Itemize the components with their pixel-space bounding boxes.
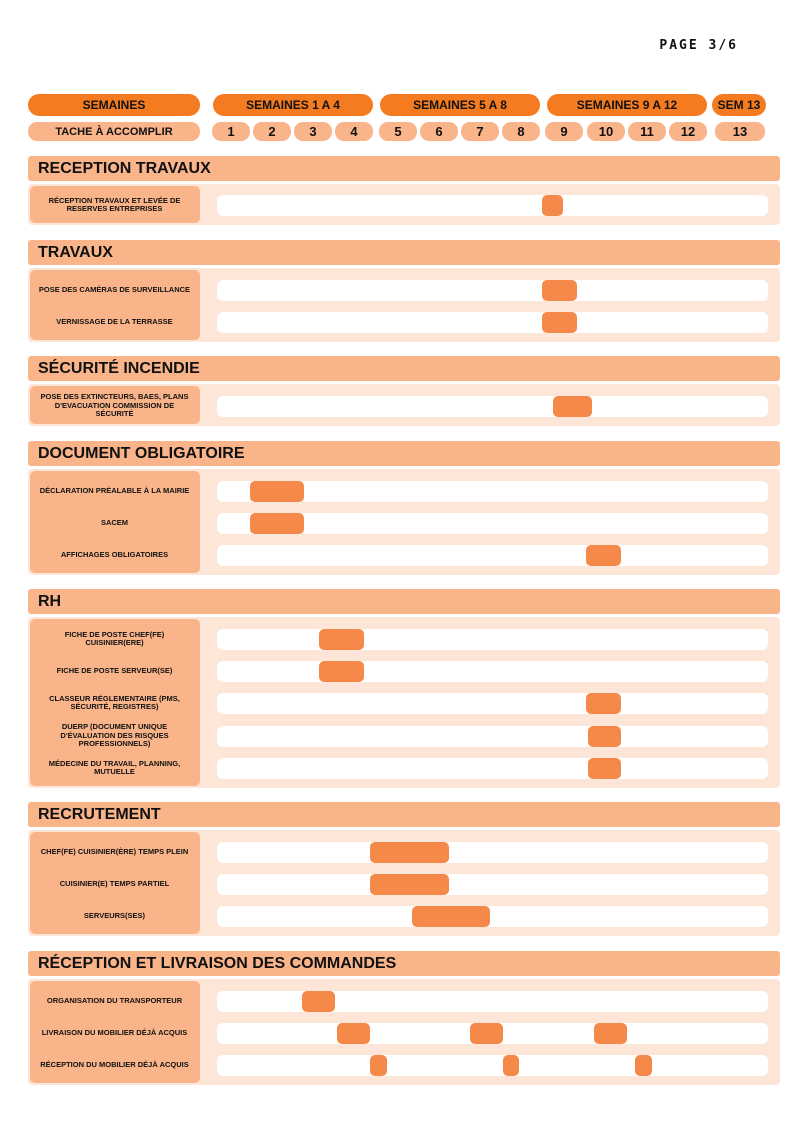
timeline-track (217, 726, 768, 747)
task-bar (553, 396, 592, 417)
task-label: CHEF(FE) CUISINIER(ÈRE) TEMPS PLEIN (33, 838, 196, 866)
task-label: POSE DES CAMÉRAS DE SURVEILLANCE (33, 276, 196, 304)
week-number: 13 (715, 122, 765, 141)
section-title: TRAVAUX (28, 240, 780, 265)
task-bar (319, 629, 365, 650)
timeline-track (217, 693, 768, 714)
task-label: AFFICHAGES OBLIGATOIRES (33, 541, 196, 569)
section-title: RECRUTEMENT (28, 802, 780, 827)
task-bar (586, 693, 621, 714)
task-label: FICHE DE POSTE SERVEUR(SE) (33, 657, 196, 685)
task-bar (412, 906, 491, 927)
timeline-track (217, 906, 768, 927)
task-bar (635, 1055, 652, 1076)
task-label: SERVEURS(SES) (33, 902, 196, 930)
task-bar (542, 312, 577, 333)
timeline-track (217, 1055, 768, 1076)
tache-header: TACHE À ACCOMPLIR (28, 122, 200, 141)
week-number: 10 (587, 122, 625, 141)
timeline-track (217, 195, 768, 216)
timeline-track (217, 758, 768, 779)
week-number: 12 (669, 122, 707, 141)
task-bar (250, 513, 304, 534)
task-bar (370, 874, 449, 895)
task-bar (503, 1055, 520, 1076)
task-label: MÉDECINE DU TRAVAIL, PLANNING, MUTUELLE (33, 754, 196, 782)
timeline-track (217, 280, 768, 301)
week-number: 3 (294, 122, 332, 141)
task-label: RÉCEPTION DU MOBILIER DÉJÀ ACQUIS (33, 1051, 196, 1079)
timeline-track (217, 842, 768, 863)
task-label: CLASSEUR RÉGLEMENTAIRE (PMS, SÉCURITÉ, REGISTRES) (33, 689, 196, 717)
task-label: FICHE DE POSTE CHEF(FE) CUISINIER(ERE) (33, 625, 196, 653)
week-number: 1 (212, 122, 250, 141)
timeline-track (217, 991, 768, 1012)
section-title: SÉCURITÉ INCENDIE (28, 356, 780, 381)
group-header-1: SEMAINES 1 A 4 (213, 94, 373, 116)
week-number: 11 (628, 122, 666, 141)
task-label: CUISINIER(E) TEMPS PARTIEL (33, 870, 196, 898)
section-title: RÉCEPTION ET LIVRAISON DES COMMANDES (28, 951, 780, 976)
task-bar (588, 758, 621, 779)
timeline-track (217, 874, 768, 895)
week-number: 2 (253, 122, 291, 141)
task-label: POSE DES EXTINCTEURS, BAES, PLANS D'EVACUATION COMMISSION DE SÉCURITÉ (33, 392, 196, 420)
task-label: DÉCLARATION PRÉALABLE À LA MAIRIE (33, 477, 196, 505)
task-label: DUERP (DOCUMENT UNIQUE D'ÉVALUATION DES RISQUES PROFESSIONNELS) (33, 722, 196, 750)
task-bar (542, 280, 577, 301)
page-number: PAGE 3/6 (659, 38, 738, 53)
week-number: 4 (335, 122, 373, 141)
task-label: RÉCEPTION TRAVAUX ET LEVÉE DE RESERVES ENTREPRISES (33, 191, 196, 219)
task-label: SACEM (33, 509, 196, 537)
timeline-track (217, 545, 768, 566)
group-header-4: SEM 13 (712, 94, 766, 116)
task-label: VERNISSAGE DE LA TERRASSE (33, 308, 196, 336)
task-bar (586, 545, 621, 566)
week-number: 9 (545, 122, 583, 141)
task-bar (542, 195, 563, 216)
task-bar (302, 991, 335, 1012)
week-number: 5 (379, 122, 417, 141)
task-bar (250, 481, 304, 502)
section-title: RECEPTION TRAVAUX (28, 156, 780, 181)
task-bar (370, 842, 449, 863)
task-label: LIVRAISON DU MOBILIER DÉJÀ ACQUIS (33, 1019, 196, 1047)
week-number: 6 (420, 122, 458, 141)
task-bar (588, 726, 621, 747)
group-header-2: SEMAINES 5 A 8 (380, 94, 540, 116)
task-bar (594, 1023, 627, 1044)
timeline-track (217, 396, 768, 417)
task-bar (370, 1055, 387, 1076)
section-title: RH (28, 589, 780, 614)
task-label: ORGANISATION DU TRANSPORTEUR (33, 987, 196, 1015)
week-number: 8 (502, 122, 540, 141)
week-number: 7 (461, 122, 499, 141)
section-title: DOCUMENT OBLIGATOIRE (28, 441, 780, 466)
semaines-header: SEMAINES (28, 94, 200, 116)
timeline-track (217, 312, 768, 333)
timeline-track (217, 629, 768, 650)
group-header-3: SEMAINES 9 A 12 (547, 94, 707, 116)
task-bar (470, 1023, 503, 1044)
task-bar (337, 1023, 370, 1044)
task-bar (319, 661, 365, 682)
timeline-track (217, 661, 768, 682)
